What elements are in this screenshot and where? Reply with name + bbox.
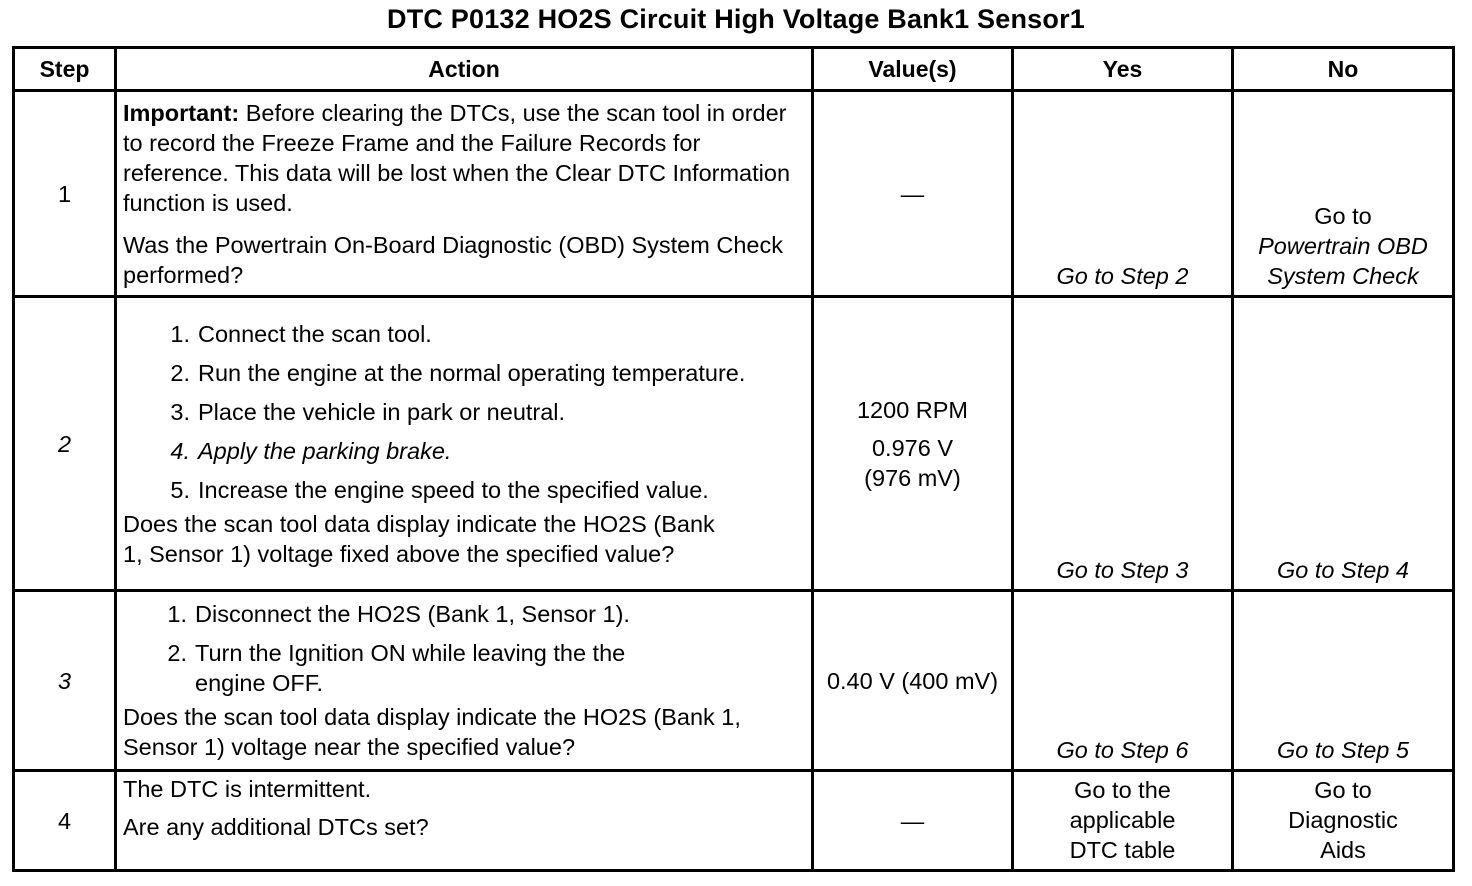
value-cell: 0.40 V (400 mV) (813, 591, 1013, 771)
yes-link[interactable]: Go to Step 2 (1056, 263, 1189, 289)
procedure-list (123, 599, 807, 698)
yes-cell[interactable] (1013, 771, 1233, 871)
yes-cell[interactable] (1013, 591, 1233, 771)
step-number: 3 (14, 591, 116, 771)
table-row (14, 771, 1454, 871)
procedure-list (123, 319, 807, 505)
value-cell: — (813, 771, 1013, 871)
value-volts: 0.976 V (871, 434, 953, 461)
no-cell[interactable] (1233, 771, 1454, 871)
no-link[interactable]: Powertrain OBD System Check (1258, 233, 1428, 289)
step-number: 1 (14, 91, 116, 297)
action-cell (116, 91, 813, 297)
step-number: 4 (14, 771, 116, 871)
list-item: 1. Connect the scan tool. (170, 320, 432, 347)
no-cell[interactable] (1233, 297, 1454, 591)
header-step: Step (14, 48, 116, 91)
table-header-row (14, 48, 1454, 91)
no-link[interactable]: Go to Step 4 (1277, 557, 1409, 583)
question-text: Was the Powertrain On-Board Diagnostic (OBD) System Check performed? (123, 231, 783, 288)
yes-link[interactable]: Go to Step 6 (1056, 737, 1189, 763)
no-cell[interactable] (1233, 591, 1454, 771)
header-values: Value(s) (813, 48, 1013, 91)
step-number: 2 (14, 297, 116, 591)
table-row (14, 591, 1454, 771)
list-item: 3. Place the vehicle in park or neutral. (170, 398, 566, 425)
list-item: 2. Run the engine at the normal operating temperature. (170, 359, 746, 386)
list-item: 4. Apply the parking brake. (170, 437, 452, 464)
action-cell (116, 771, 813, 871)
yes-link[interactable]: Go to Step 3 (1056, 557, 1189, 583)
page-title: DTC P0132 HO2S Circuit High Voltage Bank1 Sensor1 (387, 4, 1085, 34)
question-text: Does the scan tool data display indicate the HO2S (Bank 1, Sensor 1) voltage near the specified value? (123, 704, 741, 760)
no-link[interactable]: Go to Diagnostic Aids (1288, 777, 1398, 863)
important-label: Important: (123, 99, 240, 126)
action-cell (116, 297, 813, 591)
value-rpm: 1200 RPM (856, 396, 969, 423)
list-item: 1. Disconnect the HO2S (Bank 1, Sensor 1). (167, 601, 630, 627)
no-link[interactable]: Go to Step 5 (1277, 737, 1409, 763)
header-action: Action (116, 48, 813, 91)
value-cell: — (813, 91, 1013, 297)
yes-link[interactable]: Go to the applicable DTC table (1069, 777, 1176, 863)
table-row (14, 297, 1454, 591)
list-item: 2. Turn the Ignition ON while leaving the the engine OFF. (167, 640, 626, 696)
important-text: Before clearing the DTCs, use the scan tool in order to record the Freeze Frame and the Failure Records for reference. This data will be lost when the Clear DTC Information function is used. (123, 99, 791, 216)
list-item: 5. Increase the engine speed to the specified value. (170, 476, 709, 503)
yes-cell[interactable] (1013, 91, 1233, 297)
table-row (14, 91, 1454, 297)
diagnostic-table (12, 46, 1455, 872)
value-cell (813, 297, 1013, 591)
yes-cell[interactable] (1013, 297, 1233, 591)
action-cell (116, 591, 813, 771)
question-text: Does the scan tool data display indicate the HO2S (Bank 1, Sensor 1) voltage fixed above the specified value? (123, 510, 715, 567)
statement-text: The DTC is intermittent. (123, 776, 372, 802)
header-no: No (1233, 48, 1454, 91)
question-text: Are any additional DTCs set? (123, 814, 429, 840)
no-cell[interactable] (1233, 91, 1454, 297)
value-millivolts: (976 mV) (864, 464, 961, 491)
header-yes: Yes (1013, 48, 1233, 91)
no-text: Go to (1314, 203, 1372, 229)
